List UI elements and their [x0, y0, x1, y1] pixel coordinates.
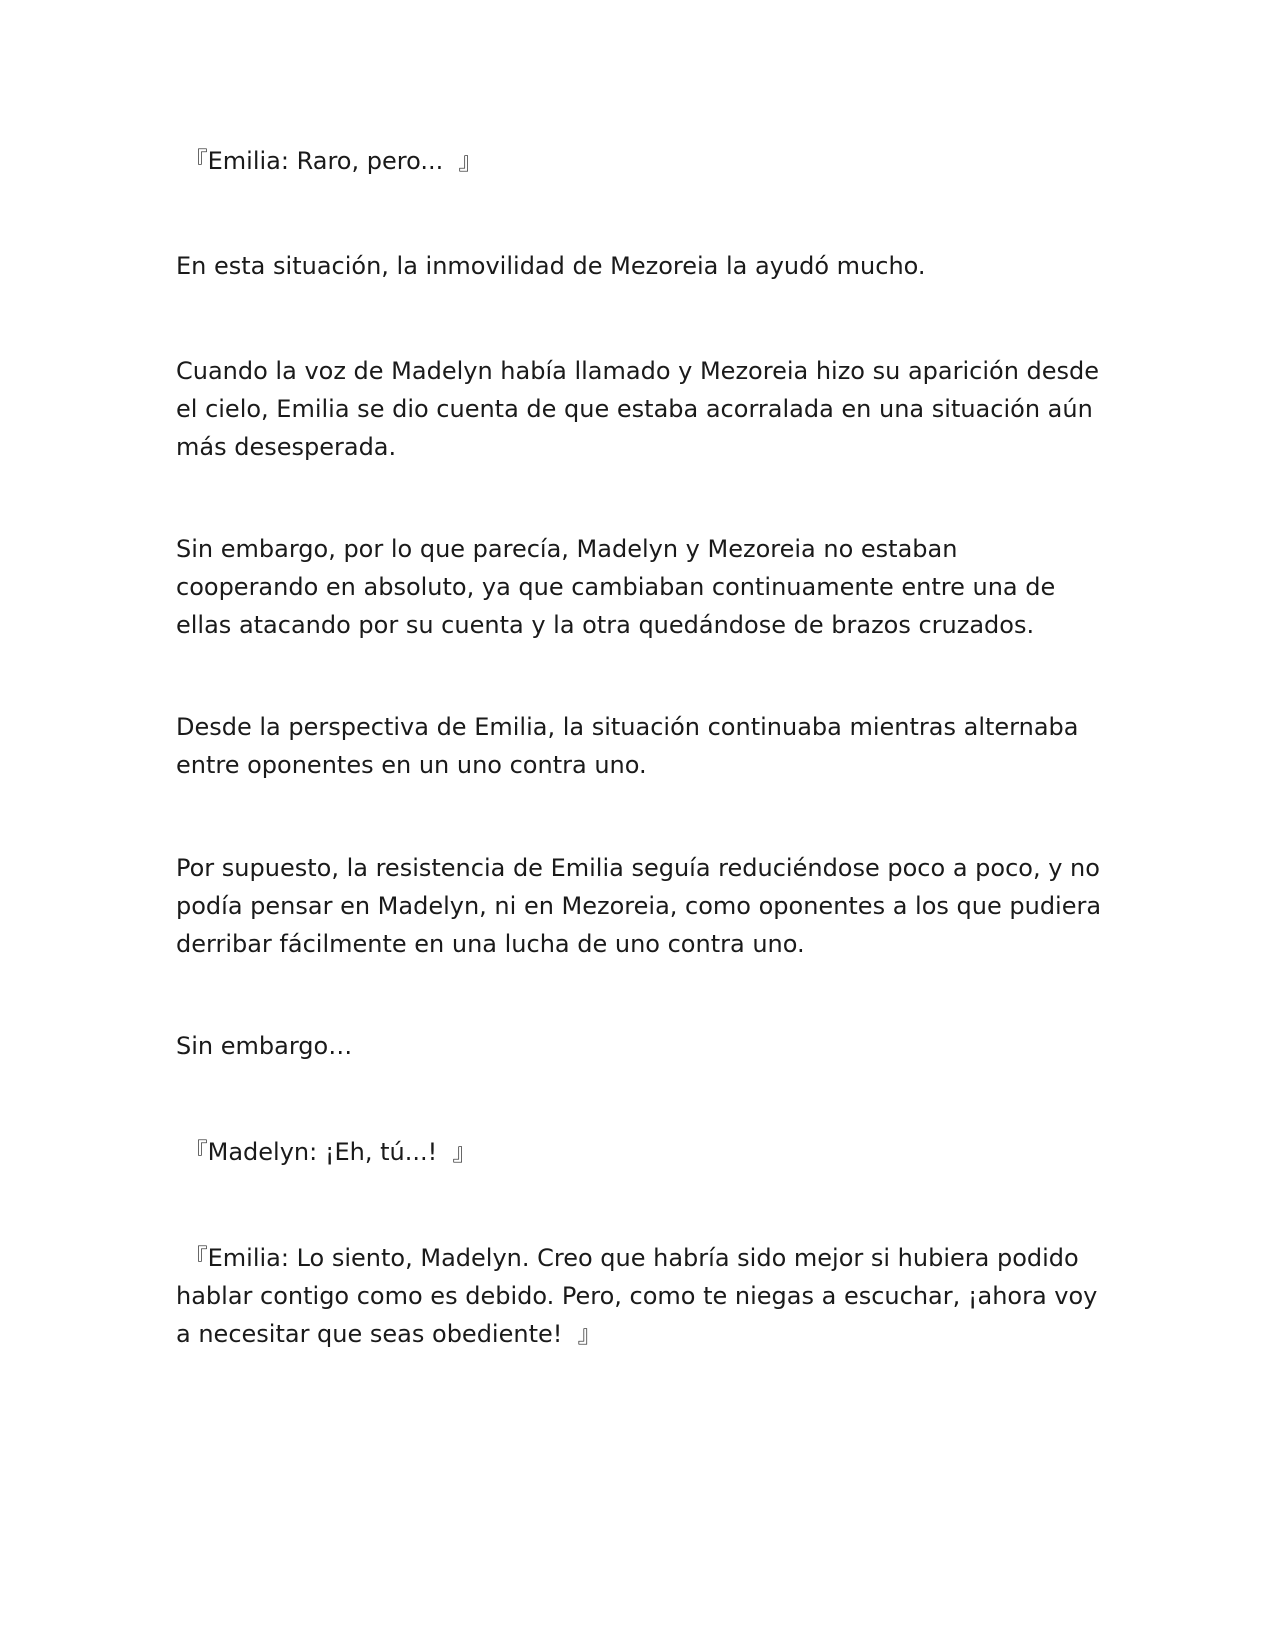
narration-paragraph-4: Desde la perspectiva de Emilia, la situación continuaba mientras alternaba entre oponentes en un uno contra uno.	[176, 713, 1087, 779]
narration-paragraph-5: Por supuesto, la resistencia de Emilia seguía reduciéndose poco a poco, y no podía pensar en Madelyn, ni en Mezoreia, como oponentes a los que pudiera derribar fácilmente en una lucha de uno contra uno.	[176, 854, 1109, 958]
narration-paragraph-3: Sin embargo, por lo que parecía, Madelyn y Mezoreia no estaban cooperando en absoluto, ya que cambiaban continuamente entre una de ellas atacando por su cuenta y la otra quedándose de brazos cruzados.	[176, 535, 1063, 639]
narration-paragraph-2: Cuando la voz de Madelyn había llamado y Mezoreia hizo su aparición desde el cielo, Emilia se dio cuenta de que estaba acorralada en una situación aún más desesperada.	[176, 357, 1107, 461]
narration-paragraph-1: En esta situación, la inmovilidad de Mezoreia la ayudó mucho.	[176, 252, 926, 280]
narration-paragraph-6: Sin embargo…	[176, 1032, 353, 1060]
dialogue-emilia-raro: 『Emilia: Raro, pero... 』	[176, 147, 483, 175]
dialogue-emilia-apology: 『Emilia: Lo siento, Madelyn. Creo que habría sido mejor si hubiera podido hablar contigo como es debido. Pero, como te niegas a escuchar, ¡ahora voy a necesitar que seas obediente! 』	[176, 1244, 1106, 1348]
dialogue-madelyn: 『Madelyn: ¡Eh, tú...! 』	[176, 1138, 477, 1166]
